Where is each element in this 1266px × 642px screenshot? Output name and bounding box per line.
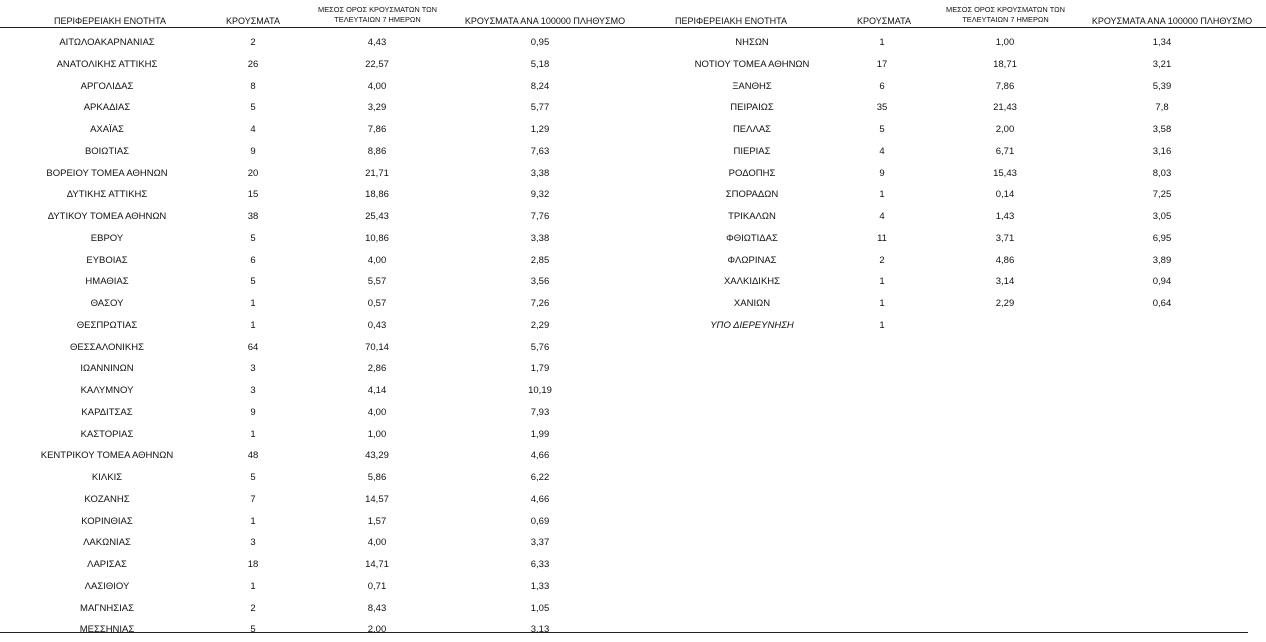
right-table-header — [631, 0, 1266, 28]
cell-region: ΑΙΤΩΛΟΑΚΑΡΝΑΝΙΑΣ — [59, 37, 155, 48]
table-row — [0, 358, 631, 380]
left-table-header — [0, 0, 631, 28]
header-avg-line2: ΤΕΛΕΥΤΑΙΩΝ 7 ΗΜΕΡΩΝ — [962, 15, 1049, 24]
header-avg-7days — [300, 5, 455, 25]
cell-per100k: 3,38 — [530, 167, 550, 179]
header-cases: ΚΡΟΥΣΜΑΤΑ — [857, 16, 911, 26]
cell-region: ΙΩΑΝΝΙΝΩΝ — [80, 363, 134, 375]
cell-cases: 2 — [250, 37, 256, 48]
cell-avg: 1,00 — [995, 37, 1015, 48]
cell-region: ΜΕΣΣΗΝΙΑΣ — [79, 624, 135, 636]
cell-cases: 1 — [250, 298, 256, 309]
cell-region: ΛΑΣΙΘΙΟΥ — [84, 580, 130, 592]
cell-region: ΒΟΙΩΤΙΑΣ — [84, 145, 130, 157]
table-row — [631, 54, 1266, 76]
cell-avg: 15,43 — [993, 167, 1017, 179]
cell-per100k: 0,95 — [530, 37, 550, 48]
cell-per100k: 6,22 — [530, 472, 550, 483]
table-row — [0, 402, 631, 424]
cell-cases: 9 — [879, 167, 885, 179]
cell-avg: 7,86 — [367, 124, 387, 135]
cell-per100k: 3,37 — [530, 537, 550, 549]
header-avg-line1: ΜΕΣΟΣ ΟΡΟΣ ΚΡΟΥΣΜΑΤΩΝ ΤΩΝ — [946, 5, 1065, 14]
cell-cases: 4 — [879, 211, 885, 222]
table-row — [0, 445, 631, 467]
cell-avg: 5,57 — [367, 276, 387, 288]
table-row — [0, 598, 631, 620]
cell-region: ΘΕΣΠΡΩΤΙΑΣ — [76, 319, 138, 331]
table-row — [631, 119, 1266, 141]
cell-region: ΚΟΖΑΝΗΣ — [84, 493, 130, 505]
cell-per100k: 6,33 — [530, 559, 550, 570]
cell-cases: 9 — [250, 145, 256, 157]
cell-per100k: 4,66 — [530, 493, 550, 505]
cell-region: ΗΜΑΘΙΑΣ — [85, 276, 129, 288]
table-row — [0, 467, 631, 489]
cell-cases: 6 — [250, 254, 256, 266]
cell-cases: 5 — [879, 124, 885, 135]
cell-region: ΠΕΛΛΑΣ — [732, 124, 772, 135]
cell-per100k: 3,13 — [530, 624, 550, 636]
table-row — [0, 554, 631, 576]
cell-region: ΜΑΓΝΗΣΙΑΣ — [80, 602, 134, 614]
cell-avg: 43,29 — [365, 450, 389, 462]
cell-avg: 22,57 — [365, 58, 389, 70]
table-row — [0, 511, 631, 533]
cell-avg: 5,86 — [367, 472, 387, 483]
table-row — [0, 576, 631, 598]
cell-cases: 5 — [250, 232, 256, 244]
table-row — [0, 337, 631, 359]
table-row — [0, 141, 631, 163]
cell-cases: 1 — [879, 276, 885, 288]
cell-region: ΚΕΝΤΡΙΚΟΥ ΤΟΜΕΑ ΑΘΗΝΩΝ — [40, 450, 174, 462]
cell-avg: 18,86 — [365, 189, 389, 201]
cell-per100k: 0,69 — [530, 515, 550, 527]
cell-cases: 4 — [879, 145, 885, 157]
cell-region: ΧΑΛΚΙΔΙΚΗΣ — [723, 276, 781, 288]
header-avg-7days — [928, 5, 1083, 25]
cell-avg: 0,57 — [367, 298, 387, 309]
cell-cases: 3 — [250, 537, 256, 549]
cell-avg: 1,57 — [367, 515, 387, 527]
table-row — [631, 271, 1266, 293]
cell-per100k: 8,24 — [530, 80, 550, 92]
cell-avg: 7,86 — [995, 80, 1015, 92]
cell-region: ΚΟΡΙΝΘΙΑΣ — [81, 515, 133, 527]
cell-region: ΠΕΙΡΑΙΩΣ — [730, 102, 774, 114]
cell-per100k: 7,25 — [1152, 189, 1172, 201]
cell-avg: 3,71 — [995, 232, 1015, 244]
cell-per100k: 5,76 — [530, 341, 550, 353]
cell-cases: 6 — [879, 80, 885, 92]
cell-region: ΞΑΝΘΗΣ — [732, 80, 772, 92]
cell-avg: 2,00 — [995, 124, 1015, 135]
cell-region: ΡΟΔΟΠΗΣ — [728, 167, 776, 179]
table-row — [631, 184, 1266, 206]
cell-avg: 4,00 — [367, 254, 387, 266]
cell-region: ΚΑΣΤΟΡΙΑΣ — [80, 428, 134, 440]
cell-per100k: 8,03 — [1152, 167, 1172, 179]
header-per-100k: ΚΡΟΥΣΜΑΤΑ ΑΝΑ 100000 ΠΛΗΘΥΣΜΟ — [1091, 16, 1253, 26]
cell-cases: 1 — [250, 515, 256, 527]
cell-avg: 1,00 — [367, 428, 387, 440]
cell-avg: 14,57 — [365, 493, 389, 505]
cell-region: ΛΑΚΩΝΙΑΣ — [83, 537, 131, 549]
cell-per100k: 7,8 — [1155, 102, 1169, 114]
cell-per100k: 9,32 — [530, 189, 550, 201]
cell-cases: 5 — [250, 276, 256, 288]
table-row — [631, 97, 1266, 119]
cell-cases: 38 — [247, 211, 259, 222]
cell-per100k: 0,94 — [1152, 276, 1172, 288]
header-cases: ΚΡΟΥΣΜΑΤΑ — [226, 16, 280, 26]
cell-avg: 4,86 — [995, 254, 1015, 266]
right-table-body — [631, 32, 1266, 337]
cell-avg: 70,14 — [365, 341, 389, 353]
cell-cases: 1 — [250, 428, 256, 440]
cell-cases: 11 — [877, 232, 887, 244]
left-table — [0, 0, 631, 642]
cell-avg: 21,43 — [993, 102, 1017, 114]
cell-per100k: 0,64 — [1152, 298, 1172, 309]
table-row — [0, 293, 631, 315]
cell-region: ΒΟΡΕΙΟΥ ΤΟΜΕΑ ΑΘΗΝΩΝ — [46, 167, 168, 179]
table-row — [0, 315, 631, 337]
cell-cases: 26 — [247, 58, 259, 70]
cell-avg: 14,71 — [365, 559, 389, 570]
cell-per100k: 3,16 — [1152, 145, 1172, 157]
cell-region: ΤΡΙΚΑΛΩΝ — [728, 211, 776, 222]
table-row — [0, 184, 631, 206]
table-row — [0, 532, 631, 554]
table-row — [631, 293, 1266, 315]
cell-region: ΘΑΣΟΥ — [90, 298, 124, 309]
table-row — [0, 163, 631, 185]
table-row — [0, 54, 631, 76]
cell-region: ΚΑΡΔΙΤΣΑΣ — [81, 406, 133, 418]
cell-region: ΑΝΑΤΟΛΙΚΗΣ ΑΤΤΙΚΗΣ — [56, 58, 158, 70]
cell-per100k: 1,29 — [530, 124, 550, 135]
cell-per100k: 5,39 — [1152, 80, 1172, 92]
cell-per100k: 1,05 — [530, 602, 550, 614]
cell-region: ΑΡΓΟΛΙΔΑΣ — [80, 80, 134, 92]
cell-region: ΔΥΤΙΚΗΣ ΑΤΤΙΚΗΣ — [66, 189, 148, 201]
table-row — [631, 32, 1266, 54]
header-avg-line1: ΜΕΣΟΣ ΟΡΟΣ ΚΡΟΥΣΜΑΤΩΝ ΤΩΝ — [318, 5, 437, 14]
cell-per100k: 3,58 — [1152, 124, 1172, 135]
cell-per100k: 2,29 — [530, 319, 550, 331]
table-row — [0, 250, 631, 272]
cell-region: ΚΙΛΚΙΣ — [91, 472, 123, 483]
table-row — [0, 619, 631, 641]
table-row — [631, 250, 1266, 272]
cell-avg: 3,14 — [995, 276, 1015, 288]
cell-cases: 15 — [247, 189, 259, 201]
cell-region: ΝΗΣΩΝ — [735, 37, 769, 48]
cell-region: ΥΠΟ ΔΙΕΡΕΥΝΗΣΗ — [710, 319, 794, 331]
cell-per100k: 3,89 — [1152, 254, 1172, 266]
cell-cases: 9 — [250, 406, 256, 418]
cell-region: ΛΑΡΙΣΑΣ — [87, 559, 127, 570]
cell-avg: 10,86 — [365, 232, 389, 244]
cell-per100k: 5,18 — [530, 58, 550, 70]
cell-region: ΑΡΚΑΔΙΑΣ — [83, 102, 131, 114]
header-region: ΠΕΡΙΦΕΡΕΙΑΚΗ ΕΝΟΤΗΤΑ — [674, 16, 788, 26]
cell-cases: 1 — [879, 37, 885, 48]
table-row — [0, 119, 631, 141]
cell-avg: 0,43 — [367, 319, 387, 331]
cell-cases: 7 — [250, 493, 256, 505]
cell-per100k: 3,21 — [1152, 58, 1172, 70]
table-row — [0, 489, 631, 511]
cell-avg: 6,71 — [995, 145, 1015, 157]
cell-region: ΘΕΣΣΑΛΟΝΙΚΗΣ — [70, 341, 144, 353]
table-row — [0, 380, 631, 402]
cell-cases: 1 — [879, 319, 885, 331]
cell-region: ΠΙΕΡΙΑΣ — [733, 145, 771, 157]
cell-cases: 5 — [250, 472, 256, 483]
table-row — [631, 163, 1266, 185]
cell-cases: 17 — [876, 58, 888, 70]
table-row — [0, 424, 631, 446]
cell-per100k: 1,33 — [530, 580, 550, 592]
cell-cases: 48 — [247, 450, 259, 462]
cell-per100k: 3,38 — [530, 232, 550, 244]
cell-per100k: 3,05 — [1152, 211, 1172, 222]
cell-per100k: 1,99 — [530, 428, 550, 440]
cell-region: ΑΧΑΪΑΣ — [90, 124, 124, 135]
table-row — [631, 206, 1266, 228]
cell-cases: 35 — [876, 102, 888, 114]
cell-avg: 18,71 — [993, 58, 1017, 70]
cell-per100k: 7,76 — [530, 211, 550, 222]
cell-avg: 3,29 — [367, 102, 387, 114]
cell-per100k: 10,19 — [528, 385, 552, 396]
cell-avg: 1,43 — [995, 211, 1015, 222]
cell-cases: 4 — [250, 124, 256, 135]
cell-region: ΣΠΟΡΑΔΩΝ — [725, 189, 779, 201]
cell-per100k: 7,26 — [530, 298, 550, 309]
left-table-body — [0, 32, 631, 641]
header-avg-line2: ΤΕΛΕΥΤΑΙΩΝ 7 ΗΜΕΡΩΝ — [334, 15, 421, 24]
cell-per100k: 6,95 — [1152, 232, 1172, 244]
cell-cases: 2 — [879, 254, 885, 266]
cell-per100k: 3,56 — [530, 276, 550, 288]
cell-avg: 8,43 — [367, 602, 387, 614]
cell-per100k: 5,77 — [530, 102, 550, 114]
table-row — [631, 315, 1266, 337]
cell-cases: 64 — [247, 341, 259, 353]
table-row — [631, 76, 1266, 98]
cell-region: ΝΟΤΙΟΥ ΤΟΜΕΑ ΑΘΗΝΩΝ — [694, 58, 810, 70]
cell-avg: 4,00 — [367, 406, 387, 418]
cell-cases: 5 — [250, 102, 256, 114]
cell-per100k: 2,85 — [530, 254, 550, 266]
cell-avg: 8,86 — [367, 145, 387, 157]
cell-per100k: 7,63 — [530, 145, 550, 157]
cell-cases: 20 — [247, 167, 259, 179]
table-row — [631, 141, 1266, 163]
cell-per100k: 1,34 — [1152, 37, 1172, 48]
cell-cases: 18 — [247, 559, 259, 570]
cell-avg: 2,00 — [367, 624, 387, 636]
cell-avg: 4,14 — [367, 385, 387, 396]
cell-per100k: 7,93 — [530, 406, 550, 418]
cell-per100k: 4,66 — [530, 450, 550, 462]
table-row — [0, 76, 631, 98]
cell-cases: 8 — [250, 80, 256, 92]
cell-region: ΦΛΩΡΙΝΑΣ — [727, 254, 777, 266]
cell-avg: 2,29 — [995, 298, 1015, 309]
cell-avg: 4,00 — [367, 80, 387, 92]
cell-cases: 5 — [250, 624, 256, 636]
cell-cases: 3 — [250, 363, 256, 375]
table-row — [631, 228, 1266, 250]
cell-cases: 1 — [879, 298, 885, 309]
table-row — [0, 271, 631, 293]
cell-cases: 1 — [250, 319, 256, 331]
table-row — [0, 97, 631, 119]
cell-region: ΚΑΛΥΜΝΟΥ — [80, 385, 134, 396]
cell-avg: 4,00 — [367, 537, 387, 549]
cell-avg: 2,86 — [367, 363, 387, 375]
cell-region: ΕΥΒΟΙΑΣ — [86, 254, 128, 266]
header-region: ΠΕΡΙΦΕΡΕΙΑΚΗ ΕΝΟΤΗΤΑ — [53, 16, 167, 26]
cell-cases: 1 — [250, 580, 256, 592]
cell-region: ΦΘΙΩΤΙΔΑΣ — [726, 232, 778, 244]
cell-avg: 21,71 — [365, 167, 389, 179]
right-table — [631, 0, 1266, 642]
cell-region: ΕΒΡΟΥ — [90, 232, 124, 244]
header-per-100k: ΚΡΟΥΣΜΑΤΑ ΑΝΑ 100000 ΠΛΗΘΥΣΜΟ — [464, 16, 626, 26]
cell-cases: 2 — [250, 602, 256, 614]
cell-avg: 4,43 — [367, 37, 387, 48]
cell-region: ΔΥΤΙΚΟΥ ΤΟΜΕΑ ΑΘΗΝΩΝ — [47, 211, 167, 222]
cell-avg: 0,71 — [367, 580, 387, 592]
table-row — [0, 228, 631, 250]
cell-region: ΧΑΝΙΩΝ — [733, 298, 771, 309]
cell-cases: 1 — [879, 189, 885, 201]
cell-avg: 0,14 — [995, 189, 1015, 201]
table-bottom-rule — [0, 632, 1248, 633]
table-row — [0, 206, 631, 228]
cell-cases: 3 — [250, 385, 256, 396]
cell-avg: 25,43 — [365, 211, 389, 222]
cell-per100k: 1,79 — [530, 363, 550, 375]
table-row — [0, 32, 631, 54]
